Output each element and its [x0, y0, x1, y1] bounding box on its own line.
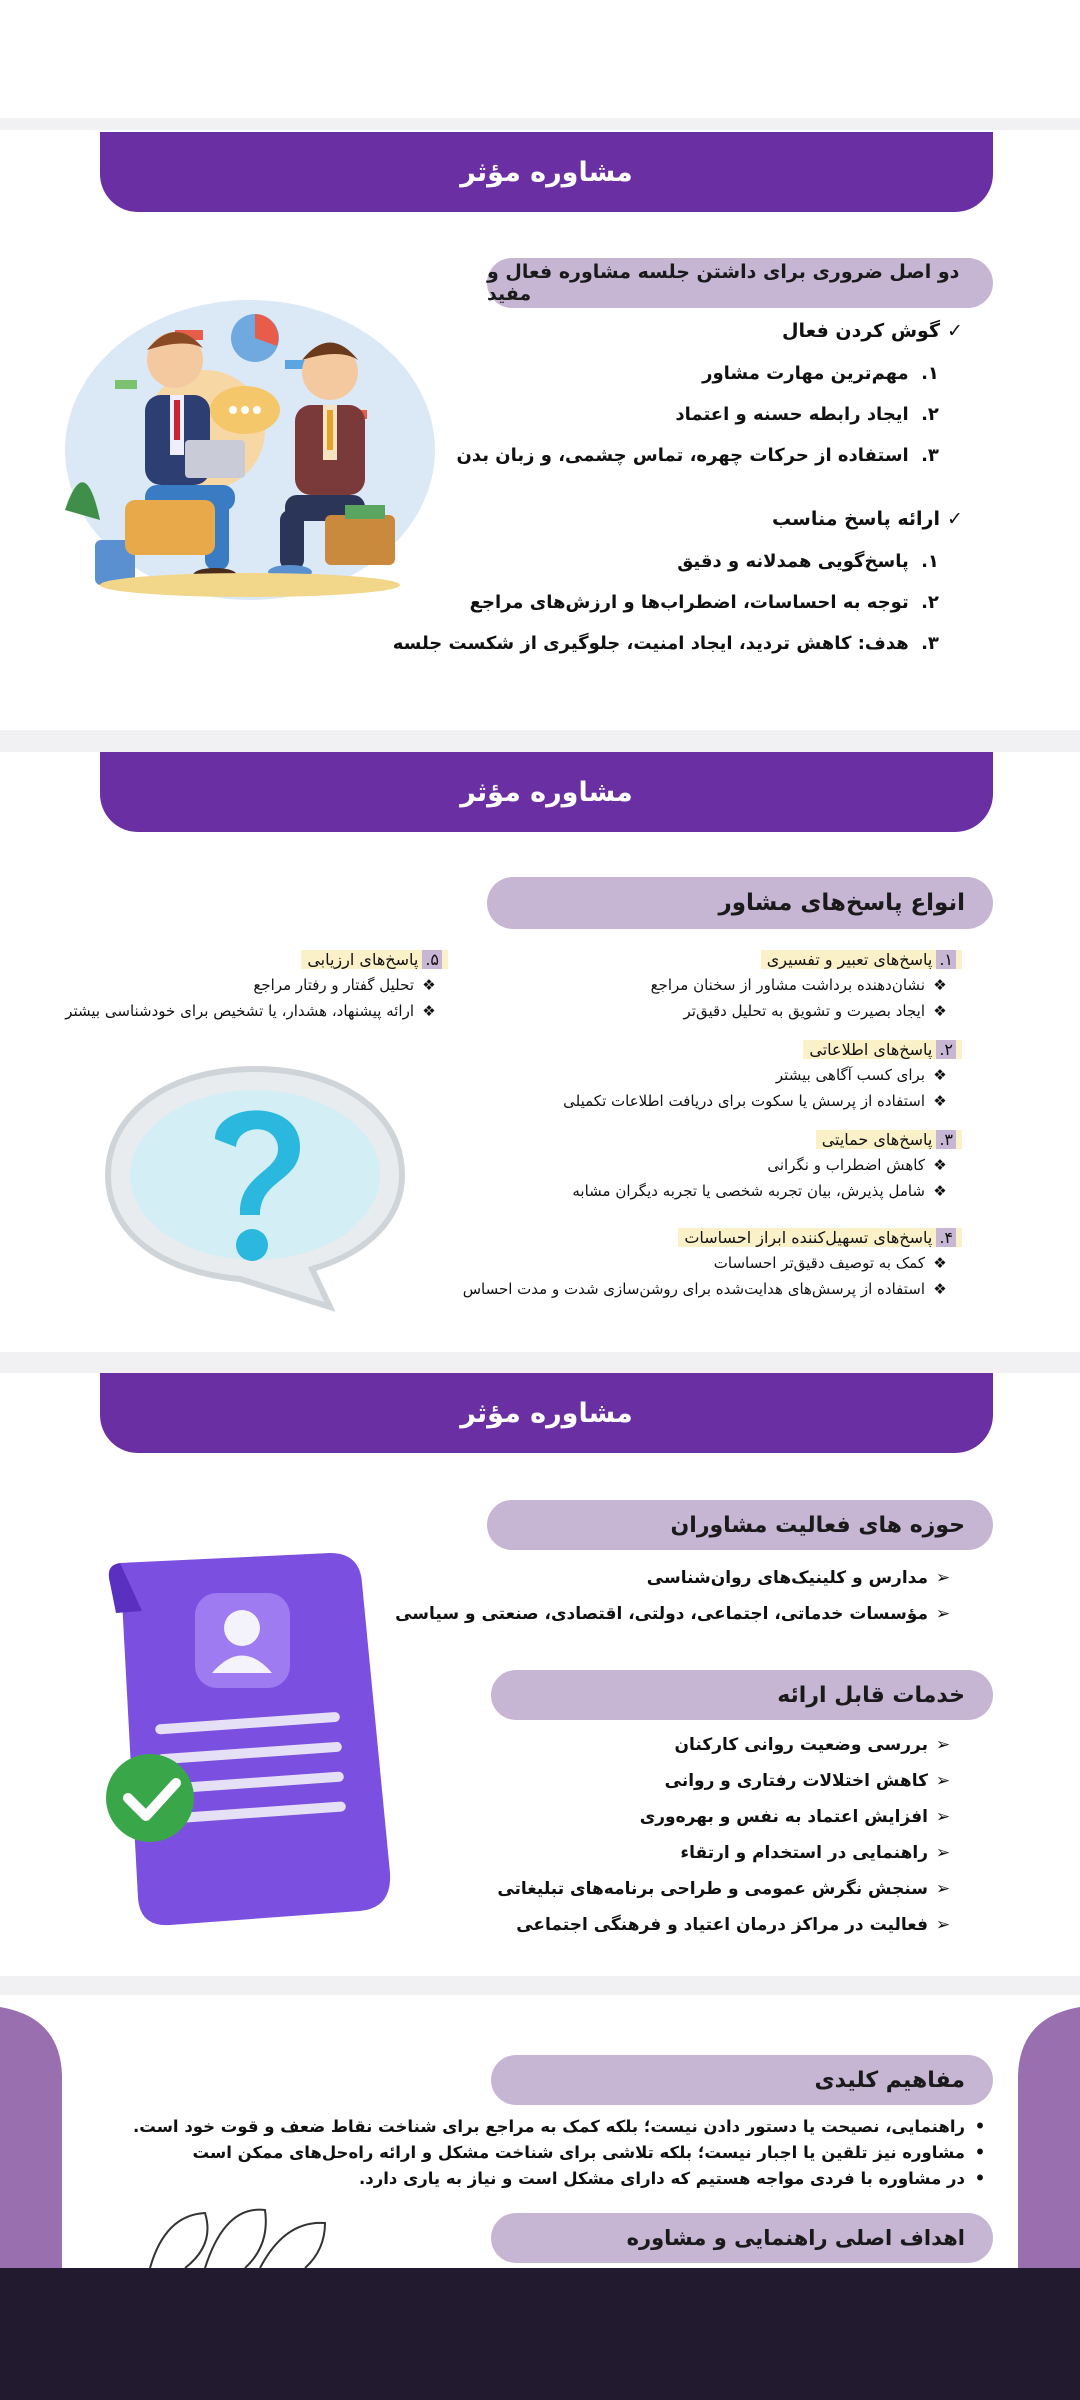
slide-banner: مشاوره مؤثر	[100, 132, 993, 212]
footer-bar	[0, 2268, 1080, 2400]
list-item: ❖کاهش اضطراب و نگرانی	[767, 1156, 955, 1174]
list-item: ۳. هدف: کاهش تردید، ایجاد امنیت، جلوگیری از شکست جلسه	[392, 633, 939, 654]
bullet-icon: •	[974, 2143, 986, 2162]
diamond-bullet-icon: ❖	[933, 1280, 947, 1298]
section-heading: اهداف اصلی راهنمایی و مشاوره	[491, 2213, 993, 2263]
section-heading: دو اصل ضروری برای داشتن جلسه مشاوره فعال و مفید	[487, 258, 993, 308]
type-5-title: ۵.پاسخ‌های ارزیابی	[301, 950, 448, 969]
list-item: ❖تحلیل گفتار و رفتار مراجع	[253, 976, 444, 994]
section-heading: خدمات قابل ارائه	[491, 1670, 993, 1720]
list-item: ۱. پاسخ‌گویی همدلانه و دقیق	[677, 551, 939, 572]
arrow-bullet-icon: ➢	[935, 1807, 951, 1827]
type-1-title: ۱.پاسخ‌های تعبیر و تفسیری	[761, 950, 962, 969]
diamond-bullet-icon: ❖	[422, 1002, 436, 1020]
section-heading: انواع پاسخ‌های مشاور	[487, 877, 993, 929]
diamond-bullet-icon: ❖	[933, 1254, 947, 1272]
left-purple-decoration	[0, 1995, 65, 2268]
list-item: ➢فعالیت در مراکز درمان اعتیاد و فرهنگی اجتماعی	[516, 1915, 958, 1935]
type-2-title: ۲.پاسخ‌های اطلاعاتی	[803, 1040, 962, 1059]
list-item: •در مشاوره با فردی مواجه هستیم که دارای مشکل است و نیاز به یاری دارد.	[359, 2169, 995, 2188]
slide-banner: مشاوره مؤثر	[100, 752, 993, 832]
list-item: ➢افزایش اعتماد به نفس و بهره‌وری	[640, 1807, 958, 1827]
slide-activity-areas	[0, 1373, 1080, 1976]
list-item: ❖ایجاد بصیرت و تشویق به تحلیل دقیق‌تر	[684, 1002, 956, 1020]
arrow-bullet-icon: ➢	[935, 1735, 951, 1755]
arrow-bullet-icon: ➢	[935, 1915, 951, 1935]
list-item: ❖ارائه پیشنهاد، هشدار، یا تشخیص برای خودشناسی بیشتر	[65, 1002, 444, 1020]
bullet-icon: •	[974, 2117, 986, 2136]
arrow-bullet-icon: ➢	[935, 1879, 951, 1899]
arrow-bullet-icon: ➢	[935, 1771, 951, 1791]
list-item: ❖برای کسب آگاهی بیشتر	[776, 1066, 955, 1084]
list-item: ۲. توجه به احساسات، اضطراب‌ها و ارزش‌های مراجع	[469, 592, 939, 613]
list-item: ➢مدارس و کلینیک‌های روان‌شناسی	[647, 1568, 958, 1588]
diamond-bullet-icon: ❖	[933, 1156, 947, 1174]
section-heading: حوزه های فعالیت مشاوران	[487, 1500, 993, 1550]
list-item: ➢راهنمایی در استخدام و ارتقاء	[680, 1843, 958, 1863]
list-item: ➢بررسی وضعیت روانی کارکنان	[675, 1735, 958, 1755]
arrow-bullet-icon: ➢	[935, 1604, 951, 1624]
list-item: ❖شامل پذیرش، بیان تجربه شخصی یا تجربه دیگران مشابه	[572, 1182, 955, 1200]
approved-document-icon	[100, 1543, 410, 1933]
list-item: ❖نشان‌دهنده برداشت مشاور از سخنان مراجع	[651, 976, 955, 994]
diamond-bullet-icon: ❖	[422, 976, 436, 994]
arrow-bullet-icon: ➢	[935, 1568, 951, 1588]
right-purple-decoration	[1015, 1995, 1080, 2268]
list-item: ❖استفاده از پرسش یا سکوت برای دریافت اطلاعات تکمیلی	[563, 1092, 955, 1110]
leaf-sketch-icon	[145, 2205, 335, 2268]
counselling-illustration	[55, 300, 445, 600]
group-1-title: ✓گوش کردن فعال	[782, 320, 970, 342]
slide-response-types	[0, 752, 1080, 1352]
list-item: ➢سنجش نگرش عمومی و طراحی برنامه‌های تبلیغاتی	[497, 1879, 958, 1899]
bullet-icon: •	[974, 2169, 986, 2188]
check-icon: ✓	[947, 508, 963, 530]
list-item: ➢کاهش اختلالات رفتاری و روانی	[665, 1771, 958, 1791]
diamond-bullet-icon: ❖	[933, 1002, 947, 1020]
section-heading: مفاهیم کلیدی	[491, 2055, 993, 2105]
diamond-bullet-icon: ❖	[933, 1066, 947, 1084]
list-item: ❖استفاده از پرسش‌های هدایت‌شده برای روشن‌سازی شدت و مدت احساس	[463, 1280, 955, 1298]
type-4-title: ۴.پاسخ‌های تسهیل‌کننده ابراز احساسات	[678, 1228, 962, 1247]
slide-key-concepts	[0, 1995, 1080, 2268]
slide-banner: مشاوره مؤثر	[100, 1373, 993, 1453]
question-mark-icon	[100, 1057, 410, 1312]
diamond-bullet-icon: ❖	[933, 1182, 947, 1200]
list-item: •مشاوره نیز تلقین یا اجبار نیست؛ بلکه تلاشی برای شناخت مشکل و ارائه راه‌حل‌های ممکن است	[193, 2143, 995, 2162]
slide-two-principles	[0, 130, 1080, 730]
arrow-bullet-icon: ➢	[935, 1843, 951, 1863]
type-3-title: ۳.پاسخ‌های حمایتی	[816, 1130, 962, 1149]
list-item: ➢مؤسسات خدماتی، اجتماعی، دولتی، اقتصادی، صنعتی و سیاسی	[395, 1604, 958, 1624]
top-blank-area	[0, 0, 1080, 118]
check-icon: ✓	[947, 320, 963, 342]
list-item: ۳. استفاده از حرکات چهره، تماس چشمی، و زبان بدن	[456, 445, 939, 466]
group-2-title: ✓ارائه پاسخ مناسب	[772, 508, 970, 530]
diamond-bullet-icon: ❖	[933, 1092, 947, 1110]
list-item: ۲. ایجاد رابطه حسنه و اعتماد	[675, 404, 939, 425]
list-item: ۱. مهم‌ترین مهارت مشاور	[702, 363, 939, 384]
list-item: •راهنمایی، نصیحت یا دستور دادن نیست؛ بلکه کمک به مراجع برای شناخت نقاط ضعف و قوت خود است.	[133, 2117, 995, 2136]
diamond-bullet-icon: ❖	[933, 976, 947, 994]
list-item: ❖کمک به توصیف دقیق‌تر احساسات	[714, 1254, 955, 1272]
